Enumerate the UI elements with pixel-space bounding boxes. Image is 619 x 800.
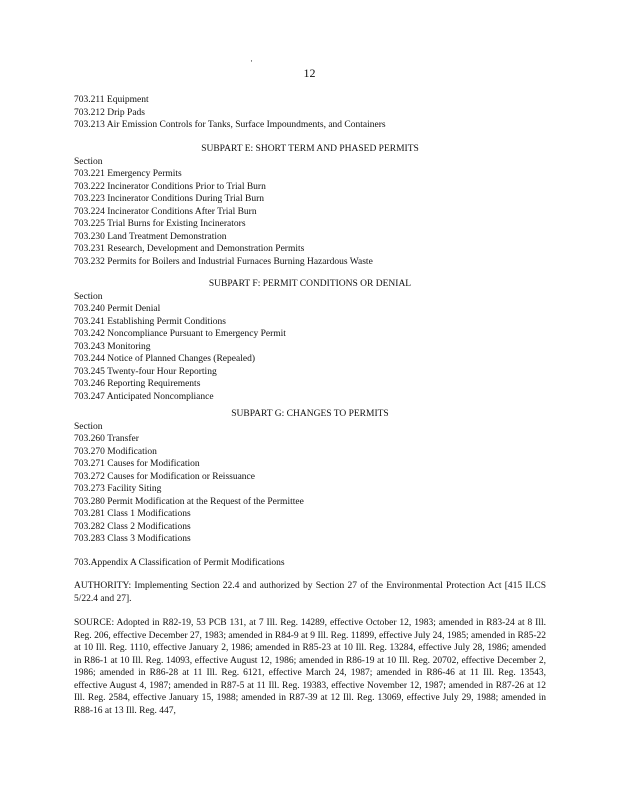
stray-mark: · bbox=[250, 56, 253, 66]
section-item: 703.232 Permits for Boilers and Industrial Furnaces Burning Hazardous Waste bbox=[74, 256, 373, 267]
subpart-heading: SUBPART E: SHORT TERM AND PHASED PERMITS bbox=[201, 144, 419, 154]
source-text: SOURCE: Adopted in R82-19, 53 PCB 131, at 7 Ill. Reg. 14289, effective October 12, 1983; amended in R83-24 at 8 Ill. Reg. 206, effective December 27, 1983; amended in R84-9 at 9 Ill. Reg. 11899, effective July 24, 1985; amended in R85-22 at 10 Ill. Reg. 1110, effective January 2, 1986; amended in R85-23 at 10 Ill. Reg. 13284, effective July 28, 1986; amended in R86-1 at 10 Ill. Reg. 14093, effective August 12, 1986; amended in R86-19 at 10 Ill. Reg. 20702, effective December 2, 1986; amended in R86-28 at 11 Ill. Reg. 6121, effective March 24, 1987; amended in R86-46 at 11 Ill. Reg. 13543, effective August 4, 1987; amended in R87-5 at 11 Ill. Reg. 19383, effective November 12, 1987; amended in R87-26 at 12 Ill. Reg. 2584, effective January 15, 1988; amended in R87-39 at 12 Ill. Reg. 13069, effective July 29, 1988; amended in R88-16 at 13 Ill. Reg. 447, bbox=[74, 618, 546, 716]
section-item: 703.240 Permit Denial bbox=[74, 304, 161, 314]
authority-text: AUTHORITY: Implementing Section 22.4 and authorized by Section 27 of the Environmental Protection Act [415 ILCS 5/22.4 and 27]. bbox=[74, 581, 546, 604]
section-item: 703.270 Modification bbox=[74, 446, 157, 457]
section-item: 703.242 Noncompliance Pursuant to Emergency Permit bbox=[74, 329, 286, 339]
section-item: 703.247 Anticipated Noncompliance bbox=[74, 391, 214, 402]
section-item: 703.272 Causes for Modification or Reissuance bbox=[74, 471, 255, 482]
section-item: 703.282 Class 2 Modifications bbox=[74, 521, 191, 532]
section-item: 703.241 Establishing Permit Conditions bbox=[74, 316, 227, 327]
appendix-entry bbox=[74, 557, 546, 570]
section-item: 703.283 Class 3 Modifications bbox=[74, 534, 191, 544]
subpart-e bbox=[74, 143, 546, 268]
section-item: 703.213 Air Emission Controls for Tanks, Surface Impoundments, and Containers bbox=[74, 120, 386, 130]
section-item: 703.223 Incinerator Conditions During Trial Burn bbox=[74, 194, 264, 204]
section-label: Section bbox=[74, 291, 103, 302]
section-item: 703.245 Twenty-four Hour Reporting bbox=[74, 366, 217, 377]
section-label: Section bbox=[74, 156, 103, 167]
top-section-list bbox=[74, 94, 546, 132]
section-item: 703.221 Emergency Permits bbox=[74, 169, 182, 179]
section-item: 703.224 Incinerator Conditions After Trial Burn bbox=[74, 206, 257, 217]
section-item: 703.273 Facility Siting bbox=[74, 484, 162, 494]
section-item: 703.231 Research, Development and Demonstration Permits bbox=[74, 244, 305, 254]
appendix-line: 703.Appendix A Classification of Permit Modifications bbox=[74, 558, 285, 568]
section-item: 703.225 Trial Burns for Existing Incinerators bbox=[74, 219, 246, 229]
section-item: 703.244 Notice of Planned Changes (Repealed) bbox=[74, 354, 255, 364]
section-label: Section bbox=[74, 421, 103, 432]
subpart-f bbox=[74, 278, 546, 403]
subpart-g bbox=[74, 408, 546, 546]
source-paragraph bbox=[74, 617, 546, 717]
section-item: 703.271 Causes for Modification bbox=[74, 459, 200, 469]
section-item: 703.222 Incinerator Conditions Prior to Trial Burn bbox=[74, 181, 266, 192]
section-item: 703.243 Monitoring bbox=[74, 341, 151, 352]
section-item: 703.230 Land Treatment Demonstration bbox=[74, 231, 227, 242]
section-item: 703.246 Reporting Requirements bbox=[74, 379, 201, 389]
subpart-heading: SUBPART F: PERMIT CONDITIONS OR DENIAL bbox=[208, 279, 412, 289]
page-number: 12 bbox=[303, 66, 316, 80]
section-item: 703.281 Class 1 Modifications bbox=[74, 509, 191, 519]
section-item: 703.212 Drip Pads bbox=[74, 107, 145, 118]
subpart-heading: SUBPART G: CHANGES TO PERMITS bbox=[231, 409, 389, 419]
authority-paragraph bbox=[74, 580, 546, 605]
section-item: 703.260 Transfer bbox=[74, 434, 139, 444]
section-item: 703.280 Permit Modification at the Request of the Permittee bbox=[74, 496, 304, 507]
section-item: 703.211 Equipment bbox=[74, 95, 149, 105]
